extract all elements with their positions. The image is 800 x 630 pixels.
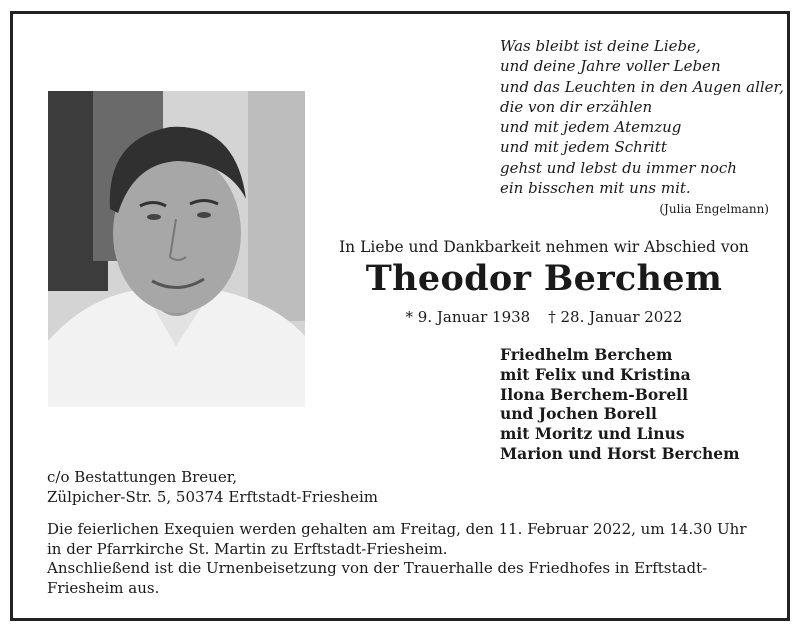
- poem-author: (Julia Engelmann): [659, 202, 769, 216]
- service-line: Anschließend ist die Urnenbeisetzung von der Trauerhalle des Friedhofes in Erftstadt-: [47, 559, 708, 577]
- poem-line: gehst und lebst du immer noch: [500, 158, 737, 177]
- family-member: mit Moritz und Linus: [500, 424, 685, 444]
- family-member: Ilona Berchem-Borell: [500, 384, 688, 404]
- address-line: Zülpicher-Str. 5, 50374 Erftstadt-Friesheim: [47, 487, 378, 506]
- service-line: Friesheim aus.: [47, 578, 160, 597]
- family-member: Friedhelm Berchem: [500, 345, 673, 364]
- obituary-frame: [10, 11, 790, 621]
- service-line: in der Pfarrkirche St. Martin zu Erftstadt-Friesheim.: [47, 539, 448, 558]
- poem-line: ein bisschen mit uns mit.: [500, 179, 691, 198]
- family-member: Marion und Horst Berchem: [500, 443, 740, 463]
- poem-line: die von dir erzählen: [500, 97, 653, 116]
- life-dates: [313, 308, 775, 326]
- birth-date: * 9. Januar 1938: [405, 308, 531, 326]
- portrait-illustration: [48, 91, 305, 407]
- family-member: mit Felix und Kristina: [500, 364, 691, 384]
- poem-line: und mit jedem Atemzug: [500, 118, 682, 137]
- deceased-name: Theodor Berchem: [365, 258, 723, 299]
- contact-address: [47, 468, 378, 507]
- portrait-photo: [48, 91, 305, 407]
- family-member: und Jochen Borell: [500, 404, 657, 424]
- farewell-intro: In Liebe und Dankbarkeit nehmen wir Abschied von: [339, 238, 749, 256]
- poem-line: und mit jedem Schritt: [500, 138, 667, 157]
- death-date: † 28. Januar 2022: [548, 308, 683, 326]
- service-line: Die feierlichen Exequien werden gehalten am Freitag, den 11. Februar 2022, um 14.30 Uhr: [47, 520, 747, 538]
- poem-line: und deine Jahre voller Leben: [500, 57, 721, 76]
- family-list: [500, 345, 740, 464]
- poem-line: und das Leuchten in den Augen aller,: [500, 77, 784, 96]
- poem: [500, 36, 784, 198]
- poem-line: Was bleibt ist deine Liebe,: [500, 37, 701, 55]
- service-info: [47, 520, 787, 598]
- address-line: c/o Bestattungen Breuer,: [47, 468, 238, 486]
